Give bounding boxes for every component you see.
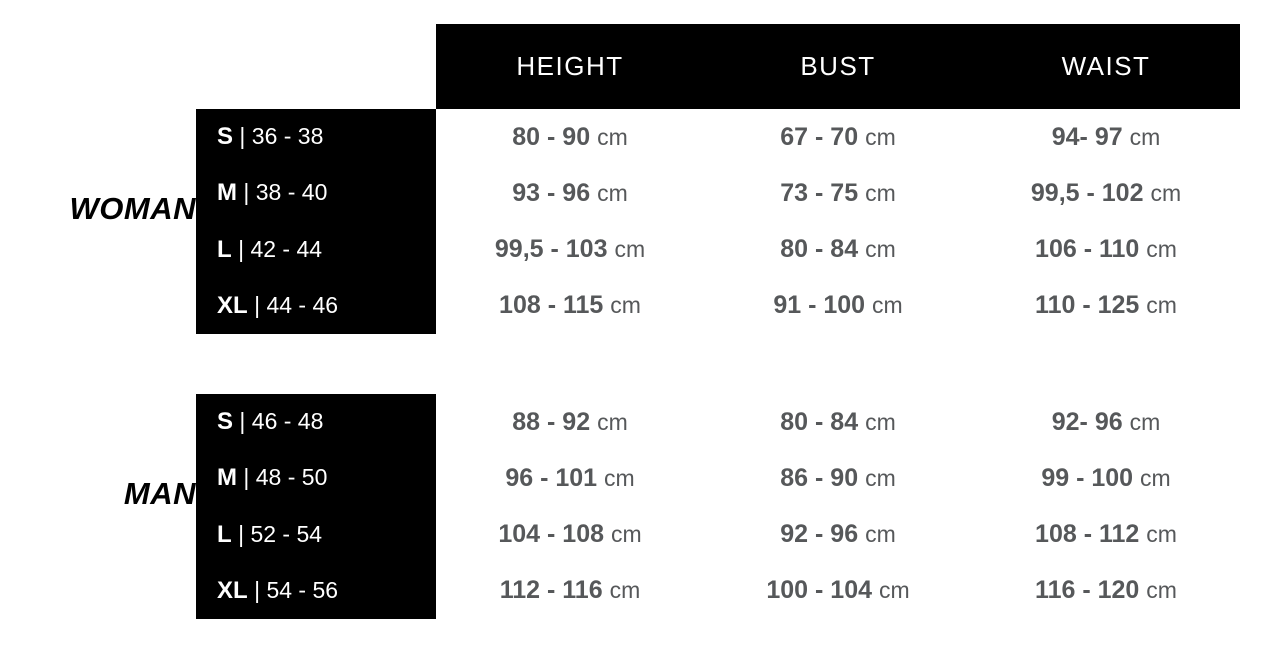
height-value: 99,5 - 103 xyxy=(494,235,608,264)
size-separator: | xyxy=(238,235,245,262)
unit-label: cm xyxy=(609,577,641,604)
bust-cell xyxy=(704,408,972,437)
waist-cell xyxy=(972,464,1240,493)
size-cell xyxy=(196,521,436,549)
unit-label: cm xyxy=(610,292,641,319)
bust-cell xyxy=(704,520,972,549)
unit-label: cm xyxy=(865,521,896,548)
height-cell xyxy=(436,464,704,493)
bust-value: 100 - 104 xyxy=(766,576,872,605)
size-cell xyxy=(196,179,436,207)
waist-value: 99 - 100 xyxy=(1041,463,1134,492)
bust-cell xyxy=(704,291,972,320)
bust-cell xyxy=(704,179,972,208)
height-value: 104 - 108 xyxy=(498,520,604,549)
bust-value: 80 - 84 xyxy=(780,407,859,436)
height-cell xyxy=(436,520,704,549)
unit-label: cm xyxy=(597,123,628,150)
waist-cell xyxy=(972,291,1240,320)
size-letter: XL xyxy=(217,576,248,604)
height-value: 80 - 90 xyxy=(512,122,591,151)
waist-cell xyxy=(972,520,1240,549)
waist-value: 108 - 112 xyxy=(1035,520,1140,549)
unit-label: cm xyxy=(597,179,628,206)
height-value: 88 - 92 xyxy=(512,407,591,436)
waist-cell xyxy=(972,408,1240,437)
table-row xyxy=(196,278,1240,334)
size-separator: | xyxy=(239,408,246,435)
waist-value: 110 - 125 xyxy=(1035,291,1140,320)
unit-label: cm xyxy=(1150,179,1182,206)
size-letter: S xyxy=(217,123,234,151)
bust-cell xyxy=(704,235,972,264)
unit-label: cm xyxy=(604,464,635,491)
table-row xyxy=(196,394,1240,450)
unit-label: cm xyxy=(1140,464,1171,491)
bust-cell xyxy=(704,576,972,605)
unit-label: cm xyxy=(865,179,896,206)
bust-value: 91 - 100 xyxy=(773,291,866,320)
waist-value: 116 - 120 xyxy=(1035,576,1140,605)
waist-value: 106 - 110 xyxy=(1035,235,1140,264)
size-range: 52 - 54 xyxy=(250,520,323,547)
unit-label: cm xyxy=(1146,577,1177,604)
bust-value: 67 - 70 xyxy=(780,122,859,151)
unit-label: cm xyxy=(878,577,910,604)
size-letter: XL xyxy=(217,291,248,319)
height-cell xyxy=(436,235,704,264)
rows-woman xyxy=(196,109,1240,334)
bust-value: 86 - 90 xyxy=(780,463,859,492)
size-letter: M xyxy=(217,464,237,492)
size-separator: | xyxy=(238,520,245,547)
size-separator: | xyxy=(243,179,250,206)
unit-label: cm xyxy=(865,123,896,150)
rows-man xyxy=(196,394,1240,619)
table-row xyxy=(196,109,1240,165)
unit-label: cm xyxy=(610,521,642,548)
column-header-height: HEIGHT xyxy=(516,51,624,81)
size-cell xyxy=(196,236,436,264)
size-range: 36 - 38 xyxy=(251,123,324,150)
unit-label: cm xyxy=(1146,236,1177,263)
column-header-bust: BUST xyxy=(800,51,876,81)
table-row xyxy=(196,563,1240,619)
table-row xyxy=(196,507,1240,563)
unit-label: cm xyxy=(1129,123,1161,150)
height-cell xyxy=(436,408,704,437)
size-range: 46 - 48 xyxy=(251,408,324,435)
table-row xyxy=(196,222,1240,278)
height-value: 108 - 115 xyxy=(499,291,604,320)
group-woman xyxy=(0,109,1267,334)
waist-cell xyxy=(972,576,1240,605)
unit-label: cm xyxy=(872,292,903,319)
size-letter: L xyxy=(217,235,232,263)
size-separator: | xyxy=(239,123,246,150)
size-cell xyxy=(196,292,436,320)
unit-label: cm xyxy=(1146,292,1177,319)
height-value: 112 - 116 xyxy=(499,576,603,605)
waist-cell xyxy=(972,179,1240,208)
size-cell xyxy=(196,408,436,436)
height-cell xyxy=(436,576,704,605)
height-value: 96 - 101 xyxy=(505,463,598,492)
group-man xyxy=(0,394,1267,619)
unit-label: cm xyxy=(597,408,628,435)
column-header-waist: WAIST xyxy=(1061,51,1151,81)
waist-value: 94- 97 xyxy=(1051,122,1123,151)
size-separator: | xyxy=(243,464,250,491)
height-cell xyxy=(436,179,704,208)
bust-value: 80 - 84 xyxy=(780,235,859,264)
height-cell xyxy=(436,291,704,320)
bust-cell xyxy=(704,464,972,493)
size-separator: | xyxy=(254,576,261,603)
size-cell xyxy=(196,123,436,151)
size-range: 54 - 56 xyxy=(266,576,339,603)
unit-label: cm xyxy=(614,236,646,263)
height-cell xyxy=(436,123,704,152)
bust-cell xyxy=(704,123,972,152)
unit-label: cm xyxy=(865,408,896,435)
waist-value: 92- 96 xyxy=(1051,407,1123,436)
size-range: 48 - 50 xyxy=(255,464,328,491)
unit-label: cm xyxy=(865,236,896,263)
size-letter: M xyxy=(217,179,237,207)
size-letter: L xyxy=(217,520,232,548)
table-row xyxy=(196,450,1240,506)
unit-label: cm xyxy=(1146,521,1177,548)
bust-value: 73 - 75 xyxy=(780,178,859,207)
unit-label: cm xyxy=(1129,408,1161,435)
waist-cell xyxy=(972,235,1240,264)
table-row xyxy=(196,165,1240,221)
size-range: 44 - 46 xyxy=(266,291,339,318)
group-label-woman: WOMAN xyxy=(69,191,196,226)
bust-value: 92 - 96 xyxy=(780,520,859,549)
size-cell xyxy=(196,464,436,492)
size-letter: S xyxy=(217,408,234,436)
height-value: 93 - 96 xyxy=(512,178,591,207)
waist-cell xyxy=(972,123,1240,152)
size-separator: | xyxy=(254,291,261,318)
size-range: 38 - 40 xyxy=(255,179,328,206)
unit-label: cm xyxy=(865,464,896,491)
table-header xyxy=(436,24,1240,109)
waist-value: 99,5 - 102 xyxy=(1030,178,1144,207)
size-cell xyxy=(196,577,436,605)
group-label-man: MAN xyxy=(123,476,196,511)
size-range: 42 - 44 xyxy=(250,235,323,262)
